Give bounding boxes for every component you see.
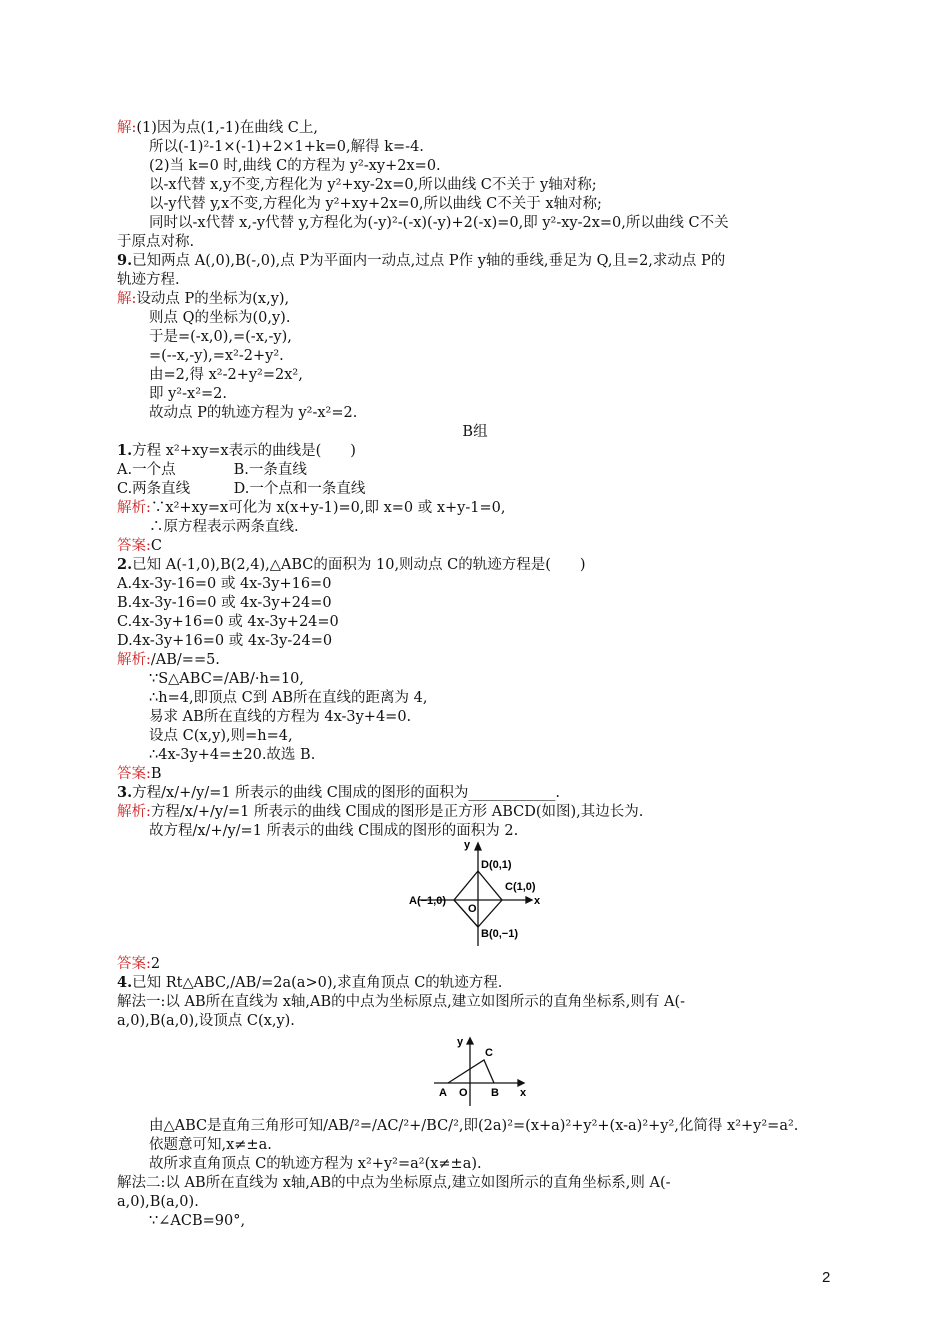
y-axis-arrow [475,843,481,850]
solution-line: 于是=(-x,0),=(-x,-y), [149,329,292,345]
solution-line: 由△ABC是直角三角形可知/AB/²=/AC/²+/BC/²,即(2a)²=(x+a)²+y²+(x-a)²+y²,化简得 x²+y²=a². [149,1118,799,1134]
origin-label: O [459,1087,468,1099]
solution-line: =(--x,-y),=x²-2+y². [149,348,284,364]
analysis-line: 解析:∵x²+xy=x可化为 x(x+y-1)=0,即 x=0 或 x+y-1=0, [117,500,506,516]
option-line: D.4x-3y+16=0 或 4x-3y-24=0 [117,633,333,649]
point-a-label: A [439,1087,447,1099]
analysis-line: ∴原方程表示两条直线. [149,519,299,535]
point-c-label: C [485,1047,493,1059]
solution-line: 以-x代替 x,y不变,方程化为 y²+xy-2x=0,所以曲线 C不关于 y轴对称; [149,177,597,193]
solution-line: 故所求直角顶点 C的轨迹方程为 x²+y²=a²(x≠±a). [149,1156,482,1172]
question-4: 4.已知 Rt△ABC,/AB/=2a(a>0),求直角顶点 C的轨迹方程. [117,974,503,991]
solution-line: (2)当 k=0 时,曲线 C的方程为 y²-xy+2x=0. [149,158,441,174]
option-line: A.4x-3y-16=0 或 4x-3y+16=0 [117,576,332,592]
solution-line: 依题意可知,x≠±a. [149,1137,272,1153]
solution-line: 则点 Q的坐标为(0,y). [149,310,291,326]
solution-line: 由=2,得 x²-2+y²=2x², [149,367,303,383]
page-number: 2 [822,1269,831,1286]
solution-line: 于原点对称. [117,234,195,250]
x-axis-arrow [526,897,532,903]
y-label: y [457,1036,464,1048]
analysis-line: 解析:/AB/==5. [117,652,220,668]
triangle-figure [432,1036,532,1108]
answer-line: 答案:2 [117,956,161,972]
x-label: x [534,895,541,907]
solution-line: a,0),B(a,0). [117,1194,199,1210]
section-heading: B组 [462,424,488,440]
solution-line: 解法二:以 AB所在直线为 x轴,AB的中点为坐标原点,建立如图所示的直角坐标系,则 A(- [117,1175,671,1191]
solution-line: ∵∠ACB=90°, [149,1213,246,1229]
analysis-line: ∴4x-3y+4=±20.故选 B. [149,747,316,763]
solution-line: 同时以-x代替 x,-y代替 y,方程化为(-y)²-(-x)(-y)+2(-x)=0,即 y²-xy-2x=0,所以曲线 C不关 [149,215,729,231]
y-axis-arrow [467,1038,473,1044]
point-b-label: B [491,1087,499,1099]
analysis-line: ∵S△ABC=/AB/·h=10, [149,671,305,687]
analysis-line: 解析:方程/x/+/y/=1 所表示的曲线 C围成的图形是正方形 ABCD(如图),其边长为. [117,804,644,820]
option-line: B.4x-3y-16=0 或 4x-3y+24=0 [117,595,332,611]
analysis-line: 设点 C(x,y),则=h=4, [149,728,293,744]
solution-line: 故动点 P的轨迹方程为 y²-x²=2. [149,405,358,421]
x-axis-arrow [518,1080,524,1086]
point-d-label: D(0,1) [481,859,512,871]
question-line: 轨迹方程. [117,272,180,288]
point-a-label: A(−1,0) [409,895,446,907]
solution-line: 所以(-1)²-1×(-1)+2×1+k=0,解得 k=-4. [149,139,424,155]
square-figure [408,838,548,950]
point-c-label: C(1,0) [505,881,536,893]
question-1: 1.方程 x²+xy=x表示的曲线是( ) [117,442,356,459]
x-label: x [520,1087,527,1099]
y-label: y [464,839,471,851]
answer-line: 答案:B [117,766,162,782]
question-9: 9.已知两点 A(,0),B(-,0),点 P为平面内一动点,过点 P作 y轴的垂线,垂足为 Q,且=2,求动点 P的 [117,252,726,269]
question-2: 2.已知 A(-1,0),B(2,4),△ABC的面积为 10,则动点 C的轨迹方程是( ) [117,556,586,573]
origin-label: O [468,903,477,915]
analysis-line: ∴h=4,即顶点 C到 AB所在直线的距离为 4, [149,690,428,706]
option-line: C.4x-3y+16=0 或 4x-3y+24=0 [117,614,339,630]
solution-line: 即 y²-x²=2. [149,386,227,402]
point-b-label: B(0,−1) [481,928,518,940]
solution-line: 以-y代替 y,x不变,方程化为 y²+xy+2x=0,所以曲线 C不关于 x轴对称; [149,196,602,212]
answer-line: 答案:C [117,538,162,554]
analysis-line: 易求 AB所在直线的方程为 4x-3y+4=0. [149,709,412,725]
solution-line: 解:设动点 P的坐标为(x,y), [117,291,290,307]
triangle-abc [448,1060,494,1083]
analysis-line: 故方程/x/+/y/=1 所表示的曲线 C围成的图形的面积为 2. [149,823,519,839]
option-line: A.一个点 B.一条直线 [117,462,307,478]
question-3: 3.方程/x/+/y/=1 所表示的曲线 C围成的图形的面积为____________. [117,784,560,801]
solution-line: a,0),B(a,0),设顶点 C(x,y). [117,1013,295,1029]
solution-line: 解法一:以 AB所在直线为 x轴,AB的中点为坐标原点,建立如图所示的直角坐标系,则有 A(- [117,994,685,1010]
solution-line: 解:(1)因为点(1,-1)在曲线 C上, [117,120,319,136]
option-line: C.两条直线 D.一个点和一条直线 [117,481,366,497]
